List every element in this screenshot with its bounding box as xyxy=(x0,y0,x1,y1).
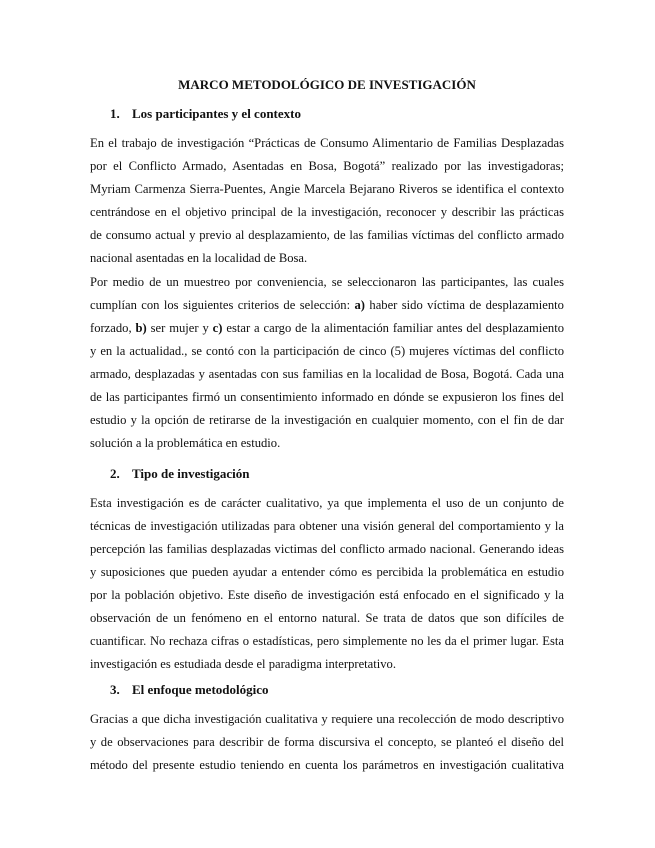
section-title: Los participantes y el contexto xyxy=(132,106,301,121)
text-line: centrándose en el objetivo principal de la investigación, reconocer y describir las prácticas xyxy=(90,205,564,219)
text-line: estudio y la opción de retirarse de la investigación en cualquier momento, con el fin de dar xyxy=(90,413,564,427)
text-line: armado, desplazadas y asentadas con sus familias en la localidad de Bosa, Bogotá. Cada una xyxy=(90,367,564,381)
text-line: forzado, b) ser mujer y c) estar a cargo de la alimentación familiar antes del desplazamiento xyxy=(90,321,565,335)
text-line: y de observaciones para describir de forma discursiva el concepto, se planteó el diseño del xyxy=(90,735,564,749)
text-line: y en la actualidad., se contó con la participación de cinco (5) mujeres víctimas del conflicto xyxy=(90,344,564,358)
text-line: percepción las familias desplazadas victimas del conflicto armado nacional. Generando ideas xyxy=(90,542,564,556)
text-line: observación de un fenómeno en el entorno natural. Se trata de datos que son difíciles de xyxy=(90,611,564,625)
section-number: 3. xyxy=(110,682,120,697)
text-line: nacional asentadas en la localidad de Bosa. xyxy=(90,251,308,265)
text-line: técnicas de investigación utilizadas para obtener una visión general del comportamiento y la xyxy=(90,519,564,533)
section-heading-research-type xyxy=(110,465,250,483)
text-line: Esta investigación es de carácter cualitativo, ya que implementa el uso de un conjunto de xyxy=(90,496,564,510)
text-line: cuantificar. No rechaza cifras o estadísticas, pero simplemente no les da el primer lugar. Esta xyxy=(90,634,564,648)
text-line: de las participantes firmó un consentimiento informado en dónde se expusieron los fines del xyxy=(90,390,564,404)
text-line: de consumo actual y previo al desplazamiento, de las familias víctimas del conflicto armado xyxy=(90,228,564,242)
text-line: investigación es estudiada desde el paradigma interpretativo. xyxy=(90,657,396,671)
text-line: solución a la problemática en estudio. xyxy=(90,436,281,450)
paragraph-context xyxy=(90,132,564,270)
section-number: 1. xyxy=(110,106,120,121)
section-title: Tipo de investigación xyxy=(132,466,250,481)
paragraph-approach xyxy=(90,708,564,777)
paragraph-sampling xyxy=(90,271,564,455)
section-number: 2. xyxy=(110,466,120,481)
text-line: Por medio de un muestreo por conveniencia, se seleccionaron las participantes, las cuales xyxy=(90,275,564,289)
section-heading-approach xyxy=(110,681,269,699)
paragraph-research-type xyxy=(90,492,564,676)
text-line: y suposiciones que pueden ayudar a entender cómo es percibida la problemática en estudio xyxy=(90,565,564,579)
text-line: Gracias a que dicha investigación cualitativa y requiere una recolección de modo descriptivo xyxy=(90,712,564,726)
text-line: cumplían con los siguientes criterios de selección: a) haber sido víctima de desplazamiento xyxy=(90,298,564,312)
section-title: El enfoque metodológico xyxy=(132,682,269,697)
text-line: por la población objetivo. Este diseño de investigación está enfocado en el significado y la xyxy=(90,588,564,602)
text-line: método del presente estudio teniendo en cuenta los parámetros en investigación cualitativa xyxy=(90,758,564,772)
section-heading-participants xyxy=(110,105,301,123)
text-line: En el trabajo de investigación “Prácticas de Consumo Alimentario de Familias Desplazadas xyxy=(90,136,564,150)
text-line: Myriam Carmenza Sierra-Puentes, Angie Marcela Bejarano Riveros se identifica el contexto xyxy=(90,182,564,196)
text-line: por el Conflicto Armado, Asentadas en Bosa, Bogotá” realizado por las investigadoras; xyxy=(90,159,564,173)
page-title: MARCO METODOLÓGICO DE INVESTIGACIÓN xyxy=(178,77,476,92)
